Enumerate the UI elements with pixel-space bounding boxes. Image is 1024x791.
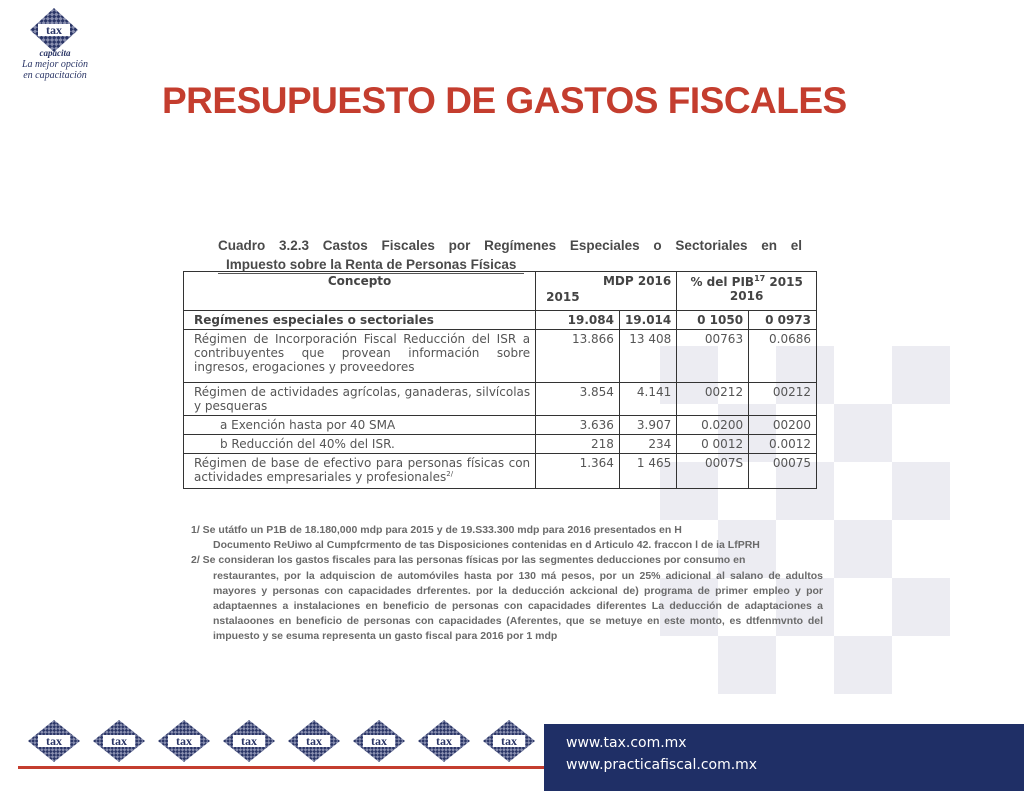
row-value-2015: 218 [536,435,620,454]
table-row [184,416,817,435]
footer-link-practicafiscal[interactable]: www.practicafiscal.com.mx [566,757,758,773]
header-pib-top2: 2015 [765,275,803,289]
row-pib-2016: 00200 [749,416,817,435]
row-concept: Régimen de Incorporación Fiscal Reducción del ISR a contribuyentes que provean información sobre ingresos, erogaciones y proveedores [184,330,536,383]
row-value-2016: 3.907 [619,416,676,435]
table-header-row [184,272,817,311]
row-pib-2015: 0 1050 [677,311,749,330]
brand-name: capacita [39,48,71,58]
header-pib-top: % del PIB [690,275,755,289]
row-value-2016: 234 [619,435,676,454]
header-mdp-top: MDP 2016 [602,274,672,288]
logo-tagline [10,48,100,81]
row-value-2015: 1.364 [536,454,620,489]
table-row [184,435,817,454]
header-concepto: Concepto [184,272,536,311]
footnotes [191,523,823,645]
header-pib [677,272,817,311]
row-value-2016: 4.141 [619,383,676,416]
row-value-2015: 13.866 [536,330,620,383]
fiscal-expenses-table [183,271,817,489]
footnote-2-line-1: 2/ Se consideran los gastos fiscales para las personas físicas por las segmentes deducciones por consumo en [191,554,746,567]
footnote-1-line-1: 1/ Se utátfo un P1B de 18.180,000 mdp para 2015 y de 19.S33.300 mdp para 2016 presentados en H [191,524,682,536]
row-value-2015: 3.854 [536,383,620,416]
footer-link-tax[interactable]: www.tax.com.mx [566,735,687,751]
table-caption-line-1: Cuadro 3.2.3 Castos Fiscales por Regímenes Especiales o Sectoriales en el [218,238,802,253]
row-concept-footnote: 2/ [446,470,454,478]
row-concept: b Reducción del 40% del ISR. [184,435,536,454]
tax-capacita-logo [16,6,92,54]
row-value-2016: 19.014 [619,311,676,330]
table-caption-line-2: Impuesto sobre la Renta de Personas Físicas [218,256,524,274]
footnote-1-line-2: Documento ReUiwo al Cumpfcrmento de tas Disposiciones contenidas en d Articulo 42. fraccon l de ia LfPRH [213,539,760,552]
row-pib-2016: 0.0012 [749,435,817,454]
page-title: PRESUPUESTO DE GASTOS FISCALES [162,80,847,121]
table-row [184,330,817,383]
row-pib-2015: 00763 [677,330,749,383]
footnote-2-body: restaurantes, por la adquiscion de automóviles hasta por 130 má pesos, por un 25% adicional al salano de adultos mayores y personas con capacidades drferentes. por la deducción ackcional de) programa de primer empleo y por adaptaennes a instalaciones en beneficio de personas con capacidades diferentes La deducción de adaptaciones a nstalaoones en beneficio de personas con capacidades (Aferentes, que se metuye en este monto, es dtfenmvnto del impuesto y se esuma representa un gasto fiscal para 2016 por 1 mdp [213,569,823,643]
footer-logo-strip [26,718,546,764]
row-concept: Regímenes especiales o sectoriales [184,311,536,330]
row-pib-2015: 0 0012 [677,435,749,454]
row-pib-2016: 0.0686 [749,330,817,383]
row-concept-cell [184,454,536,489]
row-value-2016: 1 465 [619,454,676,489]
header-mdp [536,272,677,311]
tagline-line-2: en capacitación [23,70,87,81]
row-pib-2015: 0.0200 [677,416,749,435]
row-pib-2016: 00075 [749,454,817,489]
row-value-2016: 13 408 [619,330,676,383]
row-concept: Régimen de actividades agrícolas, ganaderas, silvícolas y pesqueras [184,383,536,416]
logo-text: tax [46,23,62,37]
row-concept: a Exención hasta por 40 SMA [184,416,536,435]
row-pib-2016: 0 0973 [749,311,817,330]
header-pib-sub: 2016 [729,289,764,303]
row-value-2015: 19.084 [536,311,620,330]
table-row [184,383,817,416]
header-mdp-sub: 2015 [546,290,580,304]
footer-red-line [18,766,546,769]
row-pib-2016: 00212 [749,383,817,416]
row-pib-2015: 0007S [677,454,749,489]
tagline-line-1: La mejor opción [21,59,89,70]
row-value-2015: 3.636 [536,416,620,435]
header-pib-sup: 17 [754,274,766,283]
row-concept: Régimen de base de efectivo para personas físicas con actividades empresariales y profesionales [194,456,531,484]
table-row [184,311,817,330]
row-pib-2015: 00212 [677,383,749,416]
table-row [184,454,817,489]
